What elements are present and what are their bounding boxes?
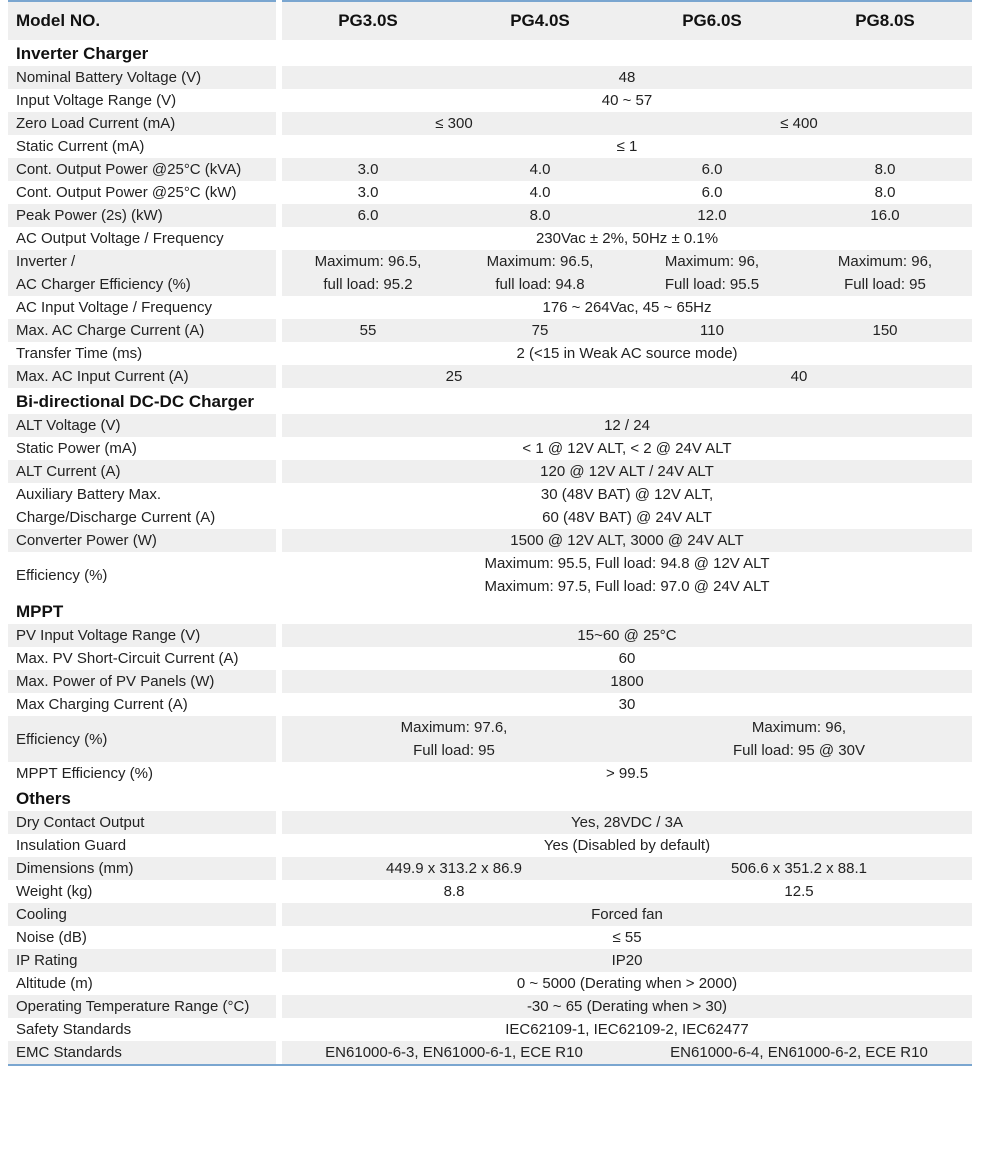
row-value: 120 @ 12V ALT / 24V ALT xyxy=(282,460,972,483)
row-value: 0 ~ 5000 (Derating when > 2000) xyxy=(516,975,738,992)
row-value: 1500 @ 12V ALT, 3000 @ 24V ALT xyxy=(282,529,972,552)
row-label: Inverter / AC Charger Efficiency (%) xyxy=(8,250,276,296)
row-label: Max. Power of PV Panels (W) xyxy=(8,670,276,693)
table-row xyxy=(8,995,972,1018)
row-label: ALT Voltage (V) xyxy=(8,414,276,437)
row-label: Weight (kg) xyxy=(16,883,93,900)
row-value: Maximum: 96.5, full load: 95.2 xyxy=(282,250,454,296)
row-value: 110 xyxy=(626,319,798,342)
row-value: Maximum: 96.5, full load: 94.8 xyxy=(454,250,626,296)
row-value: 8.0 xyxy=(874,184,896,201)
row-label: Dry Contact Output xyxy=(8,811,276,834)
table-row xyxy=(8,1018,972,1041)
table-row xyxy=(8,460,972,483)
row-value: 8.8 xyxy=(443,883,465,900)
table-row xyxy=(8,365,972,388)
row-label: Transfer Time (ms) xyxy=(16,345,143,362)
row-label: Max. AC Input Current (A) xyxy=(8,365,276,388)
model-pg8: PG8.0S xyxy=(798,0,972,40)
row-label: Static Power (mA) xyxy=(16,440,137,457)
row-label: IP Rating xyxy=(8,949,276,972)
row-value: 15~60 @ 25°C xyxy=(282,624,972,647)
row-value: 230Vac ± 2%, 50Hz ± 0.1% xyxy=(535,230,719,247)
row-value: Maximum: 97.6, Full load: 95 xyxy=(282,716,626,762)
section-3 xyxy=(8,785,972,811)
row-label: EMC Standards xyxy=(8,1041,276,1064)
row-value: 30 xyxy=(618,696,636,713)
table-row xyxy=(8,204,972,227)
table-row xyxy=(8,647,972,670)
row-value: 25 xyxy=(282,365,626,388)
row-label: Max. AC Charge Current (A) xyxy=(8,319,276,342)
table-row xyxy=(8,880,972,903)
row-value: ≤ 55 xyxy=(612,929,642,946)
row-value: IEC62109-1, IEC62109-2, IEC62477 xyxy=(505,1021,749,1038)
table-header xyxy=(8,0,972,40)
header-label: Model NO. xyxy=(8,0,276,40)
row-value: 1800 xyxy=(282,670,972,693)
row-label: Input Voltage Range (V) xyxy=(16,92,177,109)
table-row xyxy=(8,342,972,365)
row-value: 8.0 xyxy=(454,204,626,227)
row-value: 12.0 xyxy=(626,204,798,227)
row-value: Maximum: 96, Full load: 95 xyxy=(798,250,972,296)
row-value: 40 xyxy=(626,365,972,388)
table-row xyxy=(8,483,972,529)
table-row xyxy=(8,552,972,598)
table-row xyxy=(8,112,972,135)
row-value: 30 (48V BAT) @ 12V ALT, 60 (48V BAT) @ 24V ALT xyxy=(540,486,714,526)
row-value: 6.0 xyxy=(626,158,798,181)
table-row xyxy=(8,834,972,857)
table-body xyxy=(8,40,972,1064)
row-label: Dimensions (mm) xyxy=(8,857,276,880)
row-value: 48 xyxy=(282,66,972,89)
table-row xyxy=(8,857,972,880)
table-row xyxy=(8,66,972,89)
row-label: ALT Current (A) xyxy=(8,460,276,483)
section-title: Inverter Charger xyxy=(16,44,149,63)
row-label: Auxiliary Battery Max. Charge/Discharge Current (A) xyxy=(16,486,216,526)
section-0 xyxy=(8,40,972,66)
row-value: 449.9 x 313.2 x 86.9 xyxy=(282,857,626,880)
row-label: Peak Power (2s) (kW) xyxy=(8,204,276,227)
row-value: > 99.5 xyxy=(605,765,649,782)
table-row xyxy=(8,414,972,437)
row-value: 3.0 xyxy=(282,158,454,181)
row-value: ≤ 400 xyxy=(626,112,972,135)
row-value: IP20 xyxy=(282,949,972,972)
model-pg3: PG3.0S xyxy=(282,0,454,40)
row-label: Max Charging Current (A) xyxy=(16,696,188,713)
row-value: 6.0 xyxy=(701,184,723,201)
table-row xyxy=(8,1041,972,1064)
row-value: 75 xyxy=(454,319,626,342)
row-label: AC Output Voltage / Frequency xyxy=(16,230,224,247)
section-1 xyxy=(8,388,972,414)
row-label: Cooling xyxy=(8,903,276,926)
row-label: Safety Standards xyxy=(16,1021,132,1038)
row-value: Yes, 28VDC / 3A xyxy=(282,811,972,834)
row-label: Converter Power (W) xyxy=(8,529,276,552)
row-value: 12 / 24 xyxy=(282,414,972,437)
table-row xyxy=(8,670,972,693)
model-pg4: PG4.0S xyxy=(454,0,626,40)
row-value: ≤ 1 xyxy=(616,138,638,155)
row-value: 16.0 xyxy=(798,204,972,227)
table-row xyxy=(8,693,972,716)
table-row xyxy=(8,227,972,250)
table-row xyxy=(8,949,972,972)
table-row xyxy=(8,624,972,647)
table-row xyxy=(8,972,972,995)
table-row xyxy=(8,811,972,834)
row-label: Static Current (mA) xyxy=(16,138,145,155)
row-value: ≤ 300 xyxy=(282,112,626,135)
row-value: Yes (Disabled by default) xyxy=(543,837,711,854)
section-2 xyxy=(8,598,972,624)
row-label: Efficiency (%) xyxy=(16,566,108,584)
row-value: 176 ~ 264Vac, 45 ~ 65Hz xyxy=(542,299,712,316)
row-value: 4.0 xyxy=(529,184,551,201)
table-row xyxy=(8,181,972,204)
row-label: Efficiency (%) xyxy=(8,716,276,762)
row-value: Forced fan xyxy=(282,903,972,926)
row-value: 6.0 xyxy=(282,204,454,227)
table-row xyxy=(8,762,972,785)
row-label: Zero Load Current (mA) xyxy=(8,112,276,135)
row-value: EN61000-6-4, EN61000-6-2, ECE R10 xyxy=(626,1041,972,1064)
row-label: Operating Temperature Range (°C) xyxy=(8,995,276,1018)
row-value: Maximum: 96, Full load: 95 @ 30V xyxy=(626,716,972,762)
row-value: 40 ~ 57 xyxy=(601,92,653,109)
table-row xyxy=(8,89,972,112)
row-value: 55 xyxy=(282,319,454,342)
row-label: Cont. Output Power @25°C (kVA) xyxy=(8,158,276,181)
table-row xyxy=(8,529,972,552)
row-label: MPPT Efficiency (%) xyxy=(16,765,153,782)
row-value: EN61000-6-3, EN61000-6-1, ECE R10 xyxy=(282,1041,626,1064)
row-value: Maximum: 96, Full load: 95.5 xyxy=(626,250,798,296)
row-value: 3.0 xyxy=(357,184,379,201)
row-label: PV Input Voltage Range (V) xyxy=(8,624,276,647)
row-value: 4.0 xyxy=(454,158,626,181)
table-row xyxy=(8,716,972,762)
row-value: < 1 @ 12V ALT, < 2 @ 24V ALT xyxy=(522,440,732,457)
row-label: Altitude (m) xyxy=(16,975,93,992)
table-row xyxy=(8,135,972,158)
table-row xyxy=(8,926,972,949)
row-label: Noise (dB) xyxy=(16,929,87,946)
row-label: AC Input Voltage / Frequency xyxy=(16,299,212,316)
model-pg6: PG6.0S xyxy=(626,0,798,40)
table-row xyxy=(8,437,972,460)
row-label: Insulation Guard xyxy=(16,837,127,854)
section-title: MPPT xyxy=(16,602,64,621)
section-title: Bi-directional DC-DC Charger xyxy=(16,392,255,411)
row-value: 8.0 xyxy=(798,158,972,181)
table-row xyxy=(8,158,972,181)
row-value: -30 ~ 65 (Derating when > 30) xyxy=(282,995,972,1018)
row-value: Maximum: 95.5, Full load: 94.8 @ 12V ALT Maximum: 97.5, Full load: 97.0 @ 24V ALT xyxy=(484,555,770,595)
table-row xyxy=(8,296,972,319)
row-label: Nominal Battery Voltage (V) xyxy=(8,66,276,89)
section-title: Others xyxy=(16,789,71,808)
table-row xyxy=(8,319,972,342)
table-row xyxy=(8,250,972,296)
table-row xyxy=(8,903,972,926)
row-label: Max. PV Short-Circuit Current (A) xyxy=(16,650,239,667)
row-value: 506.6 x 351.2 x 88.1 xyxy=(626,857,972,880)
row-value: 60 xyxy=(618,650,636,667)
row-label: Cont. Output Power @25°C (kW) xyxy=(16,184,237,201)
row-value: 12.5 xyxy=(784,883,814,900)
row-value: 2 (<15 in Weak AC source mode) xyxy=(516,345,738,362)
table-bottom-rule xyxy=(8,1064,972,1066)
row-value: 150 xyxy=(798,319,972,342)
spec-table xyxy=(8,0,972,1066)
